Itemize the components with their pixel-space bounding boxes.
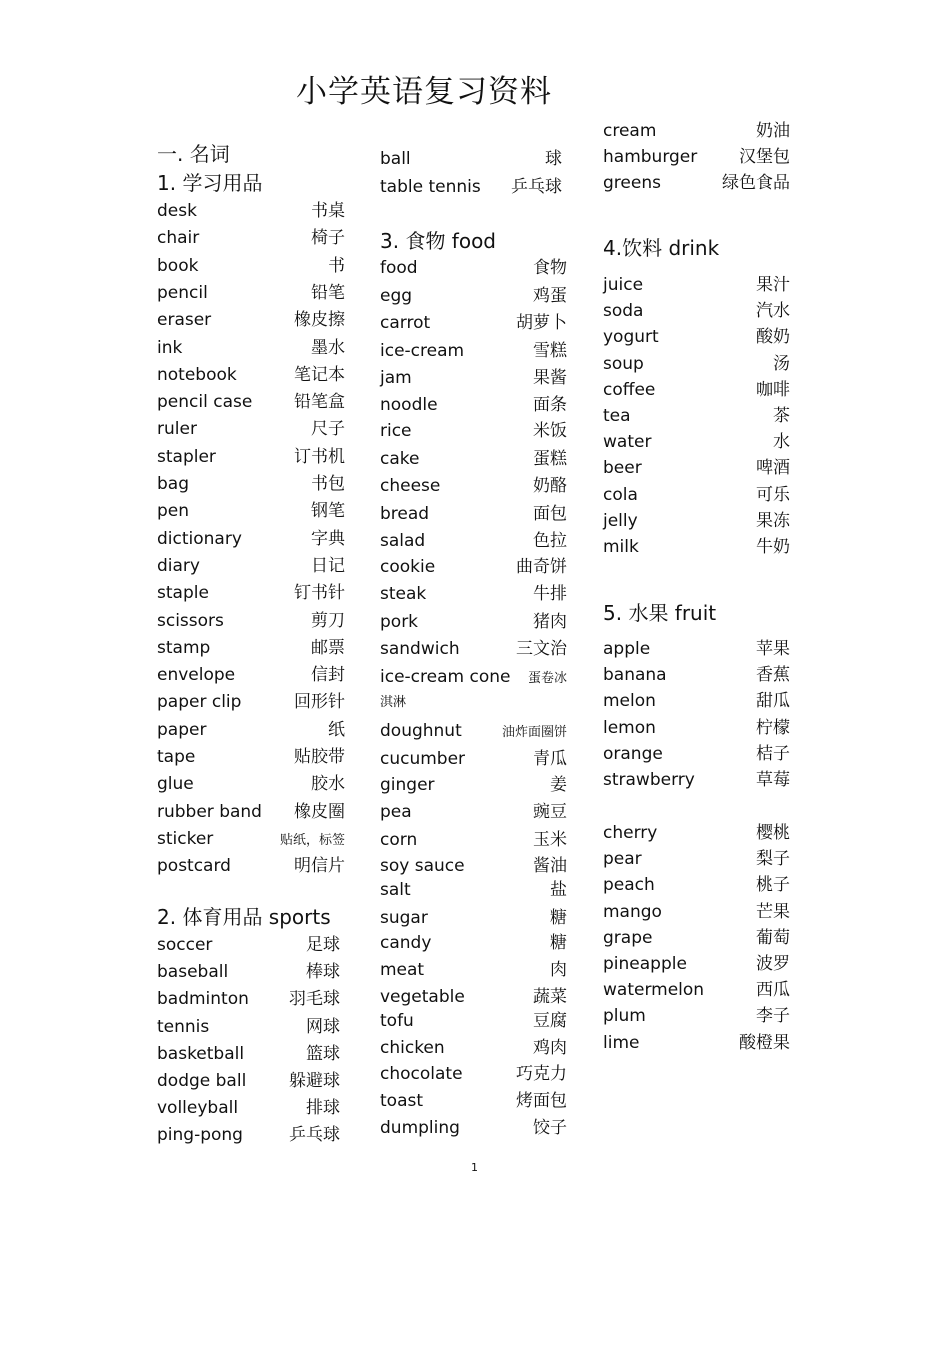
chinese-translation: 绿色食品 xyxy=(722,173,790,193)
english-word: envelope xyxy=(157,665,236,685)
vocab-row xyxy=(380,177,562,199)
english-word: desk xyxy=(157,201,197,221)
chinese-translation: 梨子 xyxy=(756,849,790,869)
vocab-row xyxy=(380,476,567,498)
chinese-translation: 纸 xyxy=(328,720,345,740)
vocab-row xyxy=(157,392,345,414)
vocab-row xyxy=(380,531,567,553)
english-word: strawberry xyxy=(603,770,695,790)
english-word: ink xyxy=(157,338,183,358)
english-word: ice-cream cone xyxy=(380,667,511,687)
english-word: coffee xyxy=(603,380,656,400)
vocab-row xyxy=(603,639,790,661)
chinese-translation: 蛋卷冰 xyxy=(527,671,567,686)
vocab-row xyxy=(380,749,567,771)
english-word: cream xyxy=(603,121,657,141)
vocab-row xyxy=(603,354,790,376)
english-word: greens xyxy=(603,173,661,193)
vocab-row xyxy=(380,880,567,902)
chinese-translation: 色拉 xyxy=(533,531,567,551)
vocab-row xyxy=(603,1006,790,1028)
english-word: diary xyxy=(157,556,200,576)
english-word: yogurt xyxy=(603,327,659,347)
chinese-translation: 躲避球 xyxy=(289,1071,340,1091)
chinese-translation: 姜 xyxy=(550,775,567,795)
english-word: cola xyxy=(603,485,638,505)
chinese-translation: 棒球 xyxy=(306,962,340,982)
english-word: lime xyxy=(603,1033,640,1053)
chinese-translation: 青瓜 xyxy=(533,749,567,769)
vocab-row xyxy=(157,1125,340,1147)
chinese-translation: 水 xyxy=(773,432,790,452)
vocab-row xyxy=(157,419,345,441)
english-word: ice-cream xyxy=(380,341,465,361)
chinese-translation: 可乐 xyxy=(756,485,790,505)
english-word: water xyxy=(603,432,652,452)
vocab-row xyxy=(157,474,345,496)
english-word: chocolate xyxy=(380,1064,463,1084)
vocab-row xyxy=(157,1071,340,1093)
chinese-translation: 汤 xyxy=(773,354,790,374)
english-word: stamp xyxy=(157,638,211,658)
english-word: beer xyxy=(603,458,642,478)
chinese-translation: 椅子 xyxy=(311,228,345,248)
chinese-translation: 橡皮圈 xyxy=(294,802,345,822)
english-word: volleyball xyxy=(157,1098,239,1118)
english-word: tape xyxy=(157,747,196,767)
vocab-row xyxy=(603,744,790,766)
vocab-row xyxy=(603,511,790,533)
vocab-row xyxy=(603,458,790,480)
chinese-translation: 果酱 xyxy=(533,368,567,388)
chinese-translation: 篮球 xyxy=(306,1044,340,1064)
chinese-translation: 盐 xyxy=(550,880,567,900)
chinese-translation: 糖 xyxy=(550,933,567,953)
vocab-row xyxy=(380,1011,567,1033)
english-word: baseball xyxy=(157,962,229,982)
english-word: paper xyxy=(157,720,207,740)
english-word: pork xyxy=(380,612,419,632)
chinese-translation: 茶 xyxy=(773,406,790,426)
chinese-translation: 啤酒 xyxy=(756,458,790,478)
english-word: corn xyxy=(380,830,418,850)
english-word: bread xyxy=(380,504,430,524)
vocab-row xyxy=(380,721,567,743)
chinese-translation: 牛排 xyxy=(533,584,567,604)
english-word: soccer xyxy=(157,935,213,955)
chinese-translation: 羽毛球 xyxy=(289,989,340,1009)
vocab-row xyxy=(380,775,567,797)
english-word: egg xyxy=(380,286,413,306)
vocab-row xyxy=(380,960,567,982)
english-word: soda xyxy=(603,301,644,321)
chinese-translation: 奶酪 xyxy=(533,476,567,496)
english-word: jelly xyxy=(603,511,638,531)
chinese-translation: 桔子 xyxy=(756,744,790,764)
chinese-translation: 足球 xyxy=(306,935,340,955)
english-word: banana xyxy=(603,665,667,685)
vocab-row xyxy=(603,928,790,950)
chinese-translation: 面包 xyxy=(533,504,567,524)
chinese-translation: 糖 xyxy=(550,908,567,928)
english-word: cherry xyxy=(603,823,658,843)
chinese-translation: 贴胶带 xyxy=(294,747,345,767)
vocab-row xyxy=(157,1098,340,1120)
english-word: grape xyxy=(603,928,653,948)
chinese-translation: 鸡肉 xyxy=(533,1038,567,1058)
english-word: paper clip xyxy=(157,692,242,712)
chinese-translation: 汽水 xyxy=(756,301,790,321)
vocab-row xyxy=(157,665,345,687)
subheading-food: 3. 食物 food xyxy=(380,229,497,253)
chinese-translation: 尺子 xyxy=(311,419,345,439)
chinese-translation: 桃子 xyxy=(756,875,790,895)
english-word: table tennis xyxy=(380,177,481,197)
english-word: soup xyxy=(603,354,644,374)
section-heading-nouns: 一. 名词 xyxy=(157,142,230,166)
vocab-row xyxy=(157,256,345,278)
chinese-translation: 剪刀 xyxy=(311,611,345,631)
english-word: cookie xyxy=(380,557,436,577)
chinese-translation: 书 xyxy=(328,256,345,276)
english-word: glue xyxy=(157,774,194,794)
chinese-translation: 网球 xyxy=(306,1017,340,1037)
chinese-translation: 食物 xyxy=(533,258,567,278)
english-word: plum xyxy=(603,1006,646,1026)
vocab-row xyxy=(157,228,345,250)
english-word: hamburger xyxy=(603,147,698,167)
vocab-row xyxy=(603,485,790,507)
english-word: apple xyxy=(603,639,651,659)
english-word: scissors xyxy=(157,611,224,631)
english-word: basketball xyxy=(157,1044,245,1064)
vocab-row xyxy=(380,933,567,955)
chinese-translation: 米饭 xyxy=(533,421,567,441)
chinese-translation: 豆腐 xyxy=(533,1011,567,1031)
english-word: pencil xyxy=(157,283,208,303)
chinese-translation: 铅笔盒 xyxy=(294,392,345,412)
vocab-row xyxy=(380,1038,567,1060)
chinese-translation: 果冻 xyxy=(756,511,790,531)
english-word: cake xyxy=(380,449,420,469)
chinese-translation: 蛋糕 xyxy=(533,449,567,469)
english-word: carrot xyxy=(380,313,431,333)
vocab-row xyxy=(380,341,567,363)
vocab-row xyxy=(603,902,790,924)
english-word: cucumber xyxy=(380,749,466,769)
vocab-row xyxy=(157,201,345,223)
vocab-row xyxy=(157,447,345,469)
chinese-translation: 排球 xyxy=(306,1098,340,1118)
english-word: chair xyxy=(157,228,200,248)
vocab-row xyxy=(380,313,567,335)
vocab-row xyxy=(603,980,790,1002)
english-word: orange xyxy=(603,744,663,764)
vocab-row xyxy=(157,989,340,1011)
english-word: melon xyxy=(603,691,656,711)
vocab-row xyxy=(603,147,790,169)
vocab-row xyxy=(157,283,345,305)
chinese-translation: 汉堡包 xyxy=(739,147,790,167)
english-word: stapler xyxy=(157,447,216,467)
english-word: eraser xyxy=(157,310,212,330)
vocab-row xyxy=(603,275,790,297)
chinese-translation: 酸奶 xyxy=(756,327,790,347)
english-word: tea xyxy=(603,406,631,426)
vocab-row xyxy=(380,667,567,689)
english-word: rubber band xyxy=(157,802,262,822)
chinese-translation: 贴纸，标签 xyxy=(279,833,345,848)
vocab-row xyxy=(157,829,345,851)
vocab-row xyxy=(157,638,345,660)
vocab-row xyxy=(157,501,345,523)
chinese-translation: 奶油 xyxy=(756,121,790,141)
chinese-translation: 雪糕 xyxy=(533,341,567,361)
english-word: cheese xyxy=(380,476,441,496)
vocab-row xyxy=(157,338,345,360)
chinese-translation: 芒果 xyxy=(756,902,790,922)
english-word: ginger xyxy=(380,775,435,795)
chinese-translation: 甜瓜 xyxy=(756,691,790,711)
vocab-row xyxy=(157,1017,340,1039)
chinese-translation: 乒乓球 xyxy=(511,177,562,197)
page-title: 小学英语复习资料 xyxy=(296,74,552,110)
chinese-translation: 订书机 xyxy=(294,447,345,467)
vocab-row xyxy=(380,693,567,715)
english-word: peach xyxy=(603,875,655,895)
english-word: steak xyxy=(380,584,427,604)
vocab-row xyxy=(603,327,790,349)
vocab-row xyxy=(380,1091,567,1113)
chinese-translation: 酸橙果 xyxy=(739,1033,790,1053)
chinese-translation: 西瓜 xyxy=(756,980,790,1000)
chinese-translation: 香蕉 xyxy=(756,665,790,685)
vocab-row xyxy=(380,856,567,878)
chinese-translation: 果汁 xyxy=(756,275,790,295)
vocab-row xyxy=(603,1033,790,1055)
chinese-translation: 书包 xyxy=(311,474,345,494)
chinese-translation: 胡萝卜 xyxy=(516,313,567,333)
chinese-translation: 钉书针 xyxy=(294,583,345,603)
chinese-translation: 曲奇饼 xyxy=(516,557,567,577)
english-word: pen xyxy=(157,501,190,521)
english-word: noodle xyxy=(380,395,438,415)
chinese-translation: 乒乓球 xyxy=(289,1125,340,1145)
english-word: pineapple xyxy=(603,954,687,974)
english-word: 淇淋 xyxy=(380,695,407,710)
english-word: pea xyxy=(380,802,412,822)
english-word: rice xyxy=(380,421,412,441)
chinese-translation: 胶水 xyxy=(311,774,345,794)
chinese-translation: 铅笔 xyxy=(311,283,345,303)
chinese-translation: 油炸面圈饼 xyxy=(501,725,567,740)
chinese-translation: 柠檬 xyxy=(756,718,790,738)
vocab-row xyxy=(157,365,345,387)
english-word: pear xyxy=(603,849,642,869)
subheading-drink: 4.饮料 drink xyxy=(603,236,720,260)
vocab-row xyxy=(157,720,345,742)
chinese-translation: 李子 xyxy=(756,1006,790,1026)
vocab-row xyxy=(603,691,790,713)
vocab-row xyxy=(380,987,567,1009)
chinese-translation: 烤面包 xyxy=(516,1091,567,1111)
english-word: notebook xyxy=(157,365,237,385)
english-word: tennis xyxy=(157,1017,210,1037)
vocab-row xyxy=(603,432,790,454)
chinese-translation: 橡皮擦 xyxy=(294,310,345,330)
english-word: lemon xyxy=(603,718,656,738)
chinese-translation: 墨水 xyxy=(311,338,345,358)
english-word: watermelon xyxy=(603,980,705,1000)
chinese-translation: 蔬菜 xyxy=(533,987,567,1007)
english-word: meat xyxy=(380,960,425,980)
vocab-row xyxy=(603,849,790,871)
vocab-row xyxy=(603,770,790,792)
vocab-row xyxy=(380,1118,567,1140)
vocab-row xyxy=(603,301,790,323)
vocab-row xyxy=(380,908,567,930)
english-word: sugar xyxy=(380,908,428,928)
chinese-translation: 牛奶 xyxy=(756,537,790,557)
chinese-translation: 三文治 xyxy=(516,639,567,659)
chinese-translation: 咖啡 xyxy=(756,380,790,400)
vocab-row xyxy=(603,121,790,143)
subheading-fruit: 5. 水果 fruit xyxy=(603,601,717,625)
vocab-row xyxy=(380,830,567,852)
vocab-row xyxy=(380,612,567,634)
english-word: mango xyxy=(603,902,662,922)
vocab-row xyxy=(380,286,567,308)
vocab-row xyxy=(603,537,790,559)
chinese-translation: 巧克力 xyxy=(516,1064,567,1084)
vocab-row xyxy=(380,557,567,579)
english-word: jam xyxy=(380,368,412,388)
vocab-row xyxy=(157,935,340,957)
english-word: dumpling xyxy=(380,1118,460,1138)
vocab-row xyxy=(603,954,790,976)
chinese-translation: 信封 xyxy=(311,665,345,685)
english-word: juice xyxy=(603,275,644,295)
vocab-row xyxy=(157,556,345,578)
english-word: sticker xyxy=(157,829,214,849)
vocab-row xyxy=(157,692,345,714)
chinese-translation: 葡萄 xyxy=(756,928,790,948)
vocab-row xyxy=(380,449,567,471)
english-word: food xyxy=(380,258,418,278)
chinese-translation: 球 xyxy=(545,149,562,169)
vocab-row xyxy=(603,823,790,845)
chinese-translation: 笔记本 xyxy=(294,365,345,385)
english-word: ping-pong xyxy=(157,1125,243,1145)
vocab-row xyxy=(380,639,567,661)
english-word: dodge ball xyxy=(157,1071,247,1091)
vocab-row xyxy=(380,421,567,443)
english-word: ball xyxy=(380,149,411,169)
english-word: tofu xyxy=(380,1011,414,1031)
english-word: sandwich xyxy=(380,639,460,659)
vocab-row xyxy=(157,583,345,605)
english-word: postcard xyxy=(157,856,231,876)
english-word: book xyxy=(157,256,199,276)
vocab-row xyxy=(380,258,567,280)
subheading-school-supplies: 1. 学习用品 xyxy=(157,171,263,195)
chinese-translation: 猪肉 xyxy=(533,612,567,632)
chinese-translation: 面条 xyxy=(533,395,567,415)
page-number: 1 xyxy=(471,1161,478,1174)
chinese-translation: 樱桃 xyxy=(756,823,790,843)
subheading-sports: 2. 体育用品 sports xyxy=(157,905,331,929)
english-word: chicken xyxy=(380,1038,445,1058)
vocab-row xyxy=(157,611,345,633)
chinese-translation: 明信片 xyxy=(294,856,345,876)
chinese-translation: 苹果 xyxy=(756,639,790,659)
vocab-row xyxy=(380,395,567,417)
chinese-translation: 酱油 xyxy=(533,856,567,876)
vocab-row xyxy=(380,504,567,526)
chinese-translation: 饺子 xyxy=(533,1118,567,1138)
chinese-translation: 字典 xyxy=(311,529,345,549)
english-word: toast xyxy=(380,1091,424,1111)
vocab-row xyxy=(603,173,790,195)
vocab-row xyxy=(603,875,790,897)
english-word: salad xyxy=(380,531,426,551)
english-word: candy xyxy=(380,933,432,953)
english-word: milk xyxy=(603,537,639,557)
chinese-translation: 豌豆 xyxy=(533,802,567,822)
english-word: pencil case xyxy=(157,392,253,412)
vocab-row xyxy=(603,406,790,428)
chinese-translation: 玉米 xyxy=(533,830,567,850)
chinese-translation: 钢笔 xyxy=(311,501,345,521)
english-word: vegetable xyxy=(380,987,465,1007)
english-word: doughnut xyxy=(380,721,462,741)
chinese-translation: 草莓 xyxy=(756,770,790,790)
chinese-translation: 回形针 xyxy=(294,692,345,712)
vocab-row xyxy=(157,856,345,878)
vocab-row xyxy=(157,774,345,796)
vocab-row xyxy=(380,584,567,606)
chinese-translation: 波罗 xyxy=(756,954,790,974)
chinese-translation: 书桌 xyxy=(311,201,345,221)
vocab-row xyxy=(157,747,345,769)
chinese-translation: 肉 xyxy=(550,960,567,980)
vocab-row xyxy=(157,962,340,984)
vocab-row xyxy=(157,310,345,332)
chinese-translation: 鸡蛋 xyxy=(533,286,567,306)
english-word: badminton xyxy=(157,989,249,1009)
vocab-row xyxy=(157,1044,340,1066)
vocab-row xyxy=(603,718,790,740)
english-word: bag xyxy=(157,474,189,494)
english-word: salt xyxy=(380,880,411,900)
vocab-row xyxy=(603,665,790,687)
vocab-row xyxy=(380,1064,567,1086)
vocab-row xyxy=(157,529,345,551)
vocab-row xyxy=(603,380,790,402)
vocab-row xyxy=(380,802,567,824)
english-word: ruler xyxy=(157,419,197,439)
vocab-row xyxy=(157,802,345,824)
english-word: staple xyxy=(157,583,209,603)
english-word: dictionary xyxy=(157,529,242,549)
vocab-row xyxy=(380,368,567,390)
vocab-row xyxy=(380,149,562,171)
chinese-translation: 日记 xyxy=(311,556,345,576)
chinese-translation: 邮票 xyxy=(311,638,345,658)
english-word: soy sauce xyxy=(380,856,465,876)
